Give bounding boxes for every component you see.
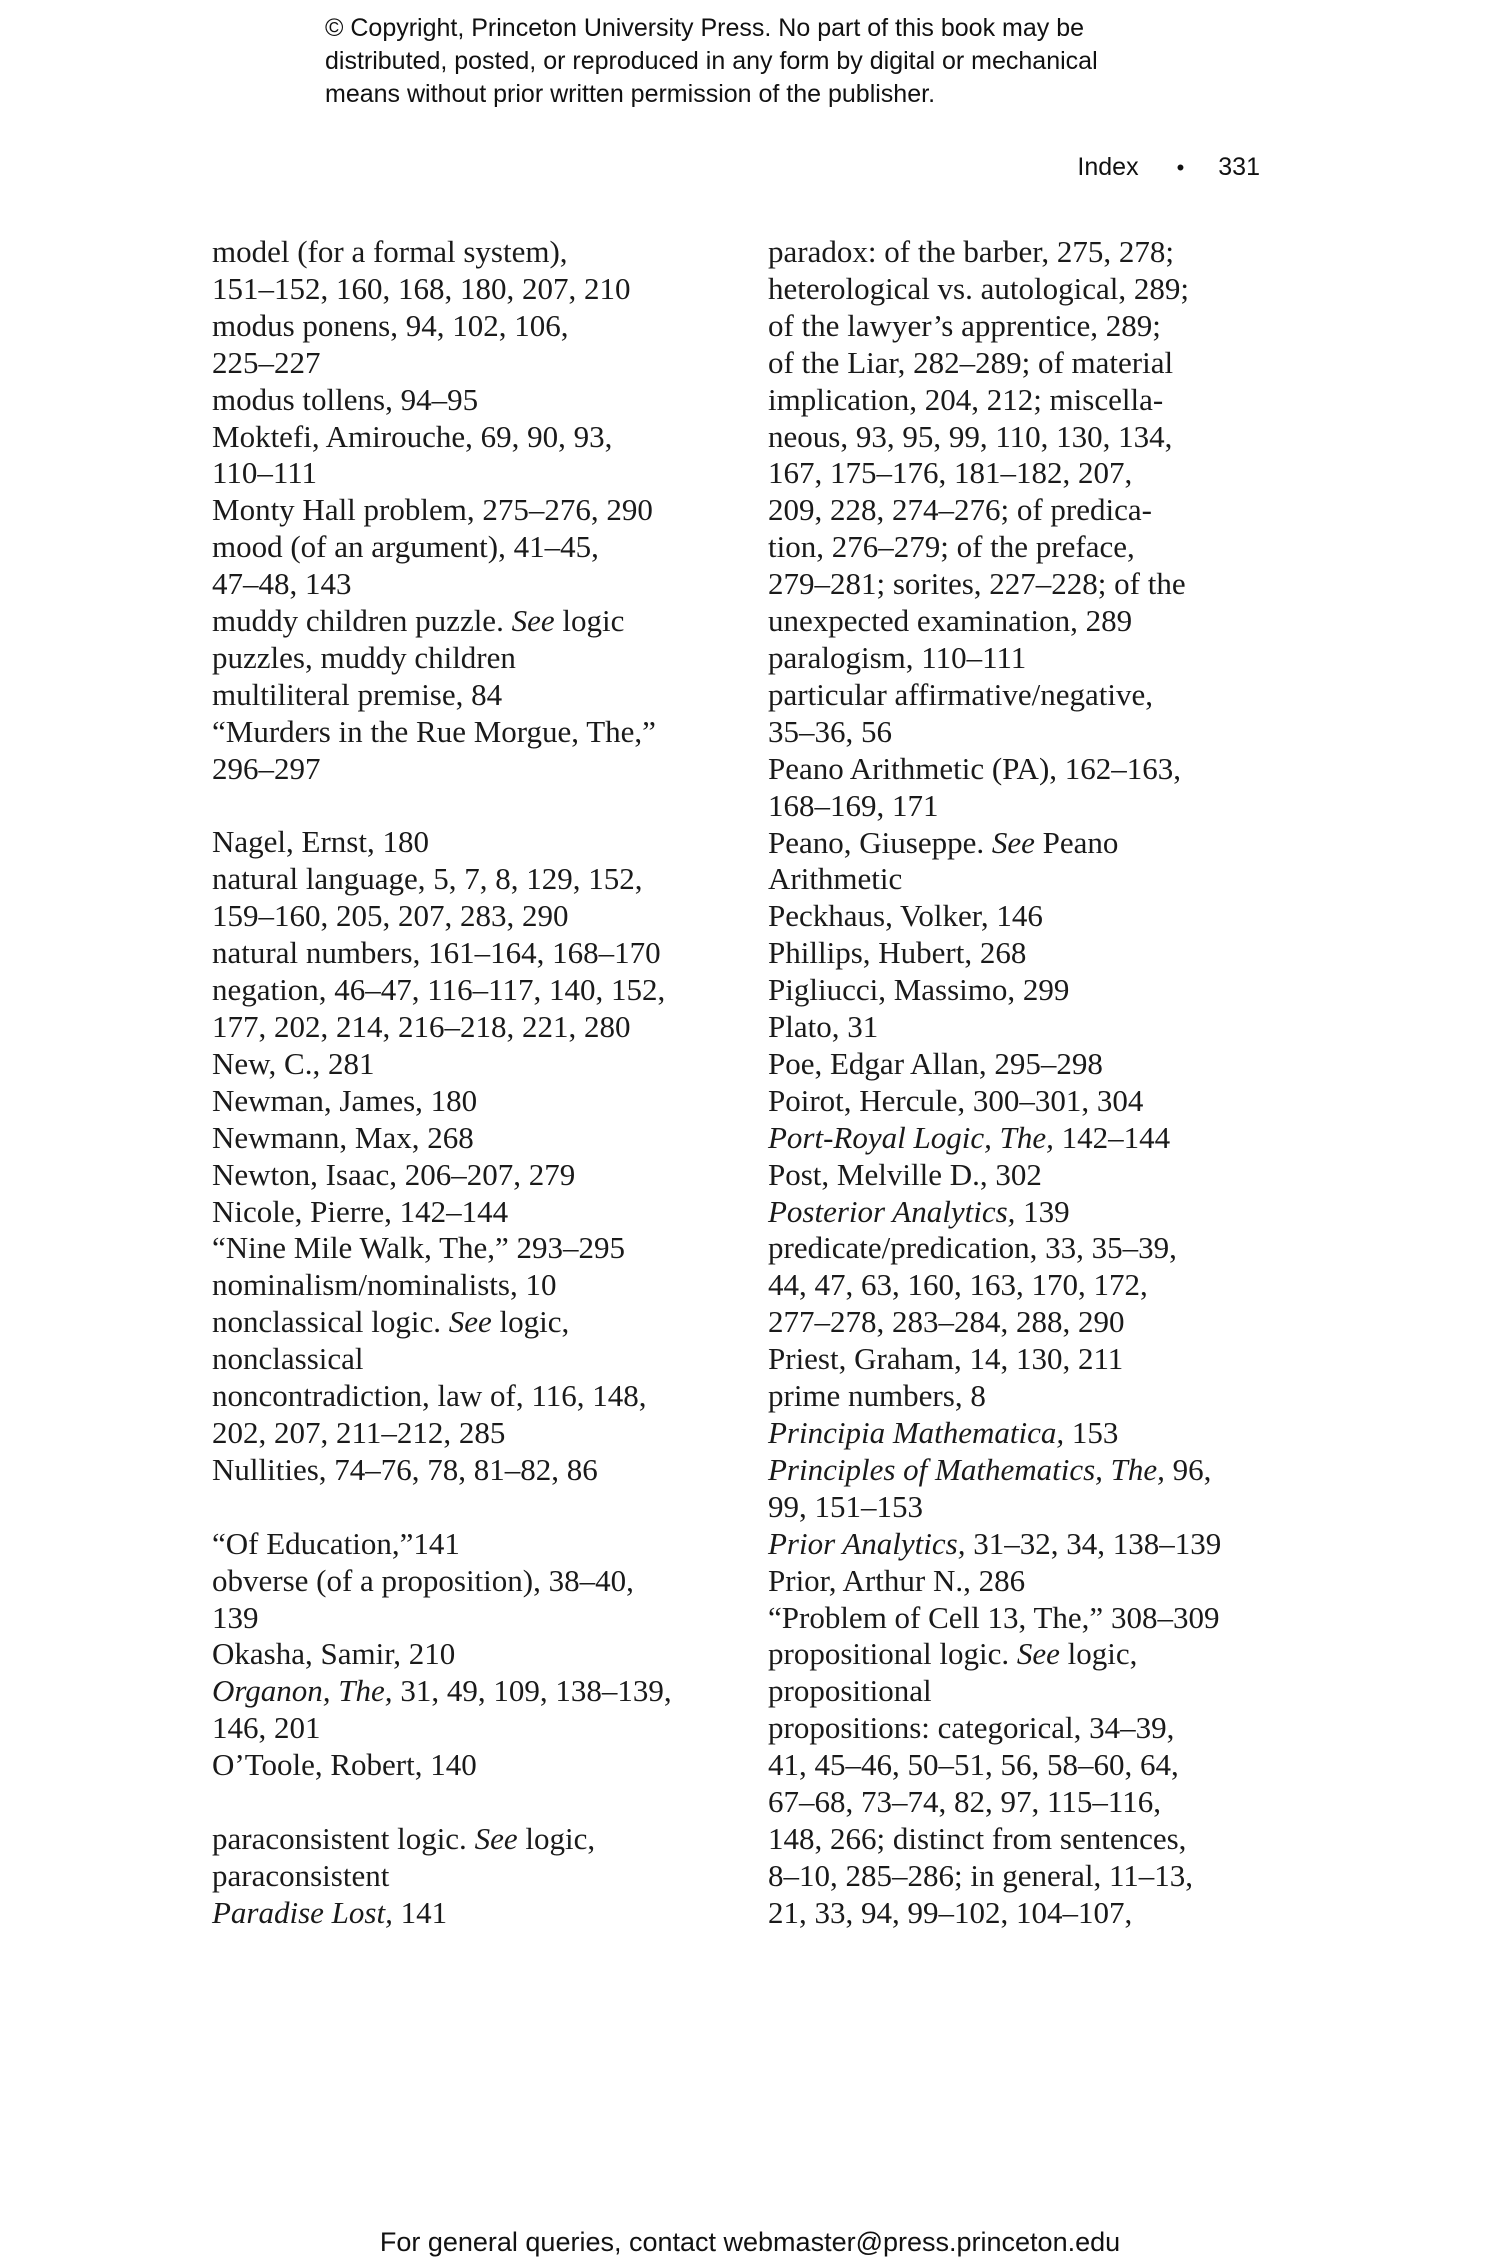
index-entry-line: 21, 33, 94, 99–102, 104–107, [768,1894,1133,1930]
copyright-line: means without prior written permission of the publisher. [325,80,936,108]
index-entry-line: Monty Hall problem, 275–276, 290 [212,492,653,528]
index-entry-line: Poirot, Hercule, 300–301, 304 [768,1082,1144,1118]
index-entry-line: Newmann, Max, 268 [212,1119,474,1155]
letter-gap [212,1784,732,1821]
index-entry-line: 177, 202, 214, 216–218, 221, 280 [212,1009,631,1045]
index-entry [212,1563,732,1637]
index-entry-line: muddy children puzzle. See logic [212,603,625,639]
index-entry [212,1673,732,1747]
index-entry-line: implication, 204, 212; miscella- [768,381,1164,417]
index-entry-line: 277–278, 283–284, 288, 290 [768,1304,1125,1340]
index-entry-line: Principles of Mathematics, The, 96, [768,1451,1212,1487]
index-entry [212,419,732,493]
index-entry [768,935,1288,972]
index-entry [768,972,1288,1009]
index-entry-line: 209, 228, 274–276; of predica- [768,492,1152,528]
index-entry [768,1563,1288,1600]
index-entry-line: Principia Mathematica, 153 [768,1415,1119,1450]
index-entry-line: 148, 266; distinct from sentences, [768,1820,1187,1856]
index-entry-line: “Nine Mile Walk, The,” 293–295 [212,1230,626,1266]
index-entry [768,1415,1288,1452]
index-entry-line: 44, 47, 63, 160, 163, 170, 172, [768,1267,1148,1303]
index-entry-line: negation, 46–47, 116–117, 140, 152, [212,972,666,1008]
index-entry-line: “Of Education,”141 [212,1525,460,1561]
index-entry-line: paradox: of the barber, 275, 278; [768,234,1174,269]
index-entry-line: Paradise Lost, 141 [212,1894,448,1930]
index-entry [768,1120,1288,1157]
index-entry-line: particular affirmative/negative, [768,676,1154,712]
index-entry-line: 146, 201 [212,1710,321,1746]
index-entry-line: puzzles, muddy children [212,639,516,675]
index-entry-line: 67–68, 73–74, 82, 97, 115–116, [768,1784,1161,1820]
index-entry [768,1600,1288,1637]
index-entry [212,1083,732,1120]
index-entry-line: paralogism, 110–111 [768,639,1027,675]
copyright-line: © Copyright, Princeton University Press. No part of this book may be [325,14,1085,42]
index-entry-line: “Problem of Cell 13, The,” 308–309 [768,1599,1220,1635]
index-entry [768,1636,1288,1710]
index-entry [212,1230,732,1267]
index-entry-line: 159–160, 205, 207, 283, 290 [212,898,569,934]
index-entry-line: of the Liar, 282–289; of material [768,344,1174,380]
index-entry [768,1009,1288,1046]
index-entry-line: tion, 276–279; of the preface, [768,529,1135,565]
index-entry [212,714,732,788]
index-entry-line: 279–281; sorites, 227–228; of the [768,566,1186,602]
index-entry-line: Port-Royal Logic, The, 142–144 [768,1119,1171,1155]
index-entry-line: paraconsistent [212,1857,390,1893]
index-entry-line: propositional [768,1673,932,1709]
index-entry [212,603,732,677]
index-entry-line: propositions: categorical, 34–39, [768,1710,1175,1746]
index-entry-line: Prior, Arthur N., 286 [768,1562,1026,1598]
index-entry [212,1895,732,1932]
index-entry-line: 168–169, 171 [768,787,939,823]
index-entry-line: 202, 207, 211–212, 285 [212,1414,506,1450]
index-entry-line: nonclassical [212,1341,364,1377]
index-entry-line: propositional logic. See logic, [768,1636,1138,1672]
index-entry-line: Arithmetic [768,861,903,897]
index-entry-line: paraconsistent logic. See logic, [212,1820,596,1856]
bullet-separator: • [1176,154,1185,180]
index-entry [212,1747,732,1784]
index-entry-line: model (for a formal system), [212,234,568,269]
index-entry-line: Poe, Edgar Allan, 295–298 [768,1045,1103,1081]
index-entry [212,1046,732,1083]
index-entry-line: 110–111 [212,455,318,491]
index-entry [212,1304,732,1378]
index-entry [768,1230,1288,1341]
index-entry [212,972,732,1046]
index-entry [212,234,732,308]
index-entry-line: Priest, Graham, 14, 130, 211 [768,1341,1124,1377]
index-entry-line: noncontradiction, law of, 116, 148, [212,1378,647,1414]
index-entry-line: modus tollens, 94–95 [212,381,479,417]
index-entry [212,1526,732,1563]
index-entry [768,825,1288,899]
index-entry-line: nonclassical logic. See logic, [212,1304,570,1340]
index-entry-line: Posterior Analytics, 139 [768,1193,1070,1229]
footer [0,2227,1500,2258]
index-entry [768,677,1288,751]
index-entry [768,1526,1288,1563]
index-entry-line: Nagel, Ernst, 180 [212,824,429,860]
index-entry [768,1452,1288,1526]
index-entry [212,935,732,972]
index-entry-line: neous, 93, 95, 99, 110, 130, 134, [768,418,1173,454]
index-entry [768,1194,1288,1231]
index-entry [768,1378,1288,1415]
index-entry-line: modus ponens, 94, 102, 106, [212,307,569,343]
index-entry-line: Peano, Giuseppe. See Peano [768,824,1119,860]
index-entry-line: mood (of an argument), 41–45, [212,529,599,565]
index-entry-line: nominalism/nominalists, 10 [212,1267,557,1303]
index-entry [212,1194,732,1231]
index-entry-line: O’Toole, Robert, 140 [212,1747,477,1783]
letter-gap [212,1489,732,1526]
index-entry-line: obverse (of a proposition), 38–40, [212,1562,634,1598]
index-entry-line: unexpected examination, 289 [768,603,1133,639]
index-entry [212,1120,732,1157]
index-entry [212,1636,732,1673]
index-entry-line: Plato, 31 [768,1009,879,1045]
index-entry-line: Okasha, Samir, 210 [212,1636,456,1672]
index-entry-line: Organon, The, 31, 49, 109, 138–139, [212,1673,672,1709]
letter-gap [212,788,732,825]
index-entry [212,1157,732,1194]
section-title: Index [1077,153,1139,181]
index-entry-line: Newman, James, 180 [212,1082,478,1118]
index-entry [768,234,1288,640]
index-entry-line: Pigliucci, Massimo, 299 [768,972,1070,1008]
index-entry [212,1378,732,1452]
index-entry-line: multiliteral premise, 84 [212,676,503,712]
index-entry-line: 8–10, 285–286; in general, 11–13, [768,1857,1194,1893]
index-entry-line: Nullities, 74–76, 78, 81–82, 86 [212,1451,598,1487]
index-entry-line: natural numbers, 161–164, 168–170 [212,935,661,971]
index-entry [212,677,732,714]
copyright-notice [325,12,1285,111]
index-entry-line: 47–48, 143 [212,566,352,602]
index-entry-line: predicate/predication, 33, 35–39, [768,1230,1177,1266]
index-entry-line: New, C., 281 [212,1045,375,1081]
index-entry [212,824,732,861]
index-entry-line: Peano Arithmetic (PA), 162–163, [768,750,1182,786]
index-entry-line: natural language, 5, 7, 8, 129, 152, [212,861,643,897]
copyright-line: distributed, posted, or reproduced in any form by digital or mechanical [325,47,1098,75]
index-column-right [768,234,1288,1932]
index-entry-line: Nicole, Pierre, 142–144 [212,1193,509,1229]
index-entry-line: Phillips, Hubert, 268 [768,935,1027,971]
index-entry [768,1157,1288,1194]
index-entry-line: 35–36, 56 [768,713,892,749]
index-entry-line: Post, Melville D., 302 [768,1156,1042,1192]
index-entry [212,308,732,382]
index-column-left [212,234,732,1932]
index-entry-line: 167, 175–176, 181–182, 207, [768,455,1133,491]
index-entry [768,751,1288,825]
index-entry-line: 139 [212,1599,259,1635]
index-entry-line: 151–152, 160, 168, 180, 207, 210 [212,270,631,306]
index-entry [768,1046,1288,1083]
index-entry [768,1710,1288,1931]
index-entry-line: of the lawyer’s apprentice, 289; [768,307,1161,343]
index-entry [212,1452,732,1489]
index-entry-line: 41, 45–46, 50–51, 56, 58–60, 64, [768,1747,1179,1783]
index-entry [212,492,732,529]
footer-text: For general queries, contact webmaster@press.princeton.edu [379,2227,1121,2257]
index-entry [768,640,1288,677]
index-entry-line: 99, 151–153 [768,1488,923,1524]
page-number: 331 [1218,153,1260,181]
index-entry-line: 225–227 [212,344,321,380]
index-entry [212,529,732,603]
index-entry-line: heterological vs. autological, 289; [768,270,1189,306]
index-entry-line: Prior Analytics, 31–32, 34, 138–139 [768,1525,1222,1561]
index-entry [768,1083,1288,1120]
index-entry-line: Moktefi, Amirouche, 69, 90, 93, [212,418,613,454]
index-entry-line: prime numbers, 8 [768,1378,986,1414]
index-entry [212,382,732,419]
index-entry-line: Newton, Isaac, 206–207, 279 [212,1156,576,1192]
index-entry-line: 296–297 [212,750,321,786]
index-entry [212,1821,732,1895]
index-entry [212,1267,732,1304]
index-entry [768,898,1288,935]
index-entry-line: Peckhaus, Volker, 146 [768,898,1043,934]
index-entry [768,1341,1288,1378]
index-entry [212,861,732,935]
index-entry-line: “Murders in the Rue Morgue, The,” [212,713,656,749]
running-head [1000,153,1260,182]
